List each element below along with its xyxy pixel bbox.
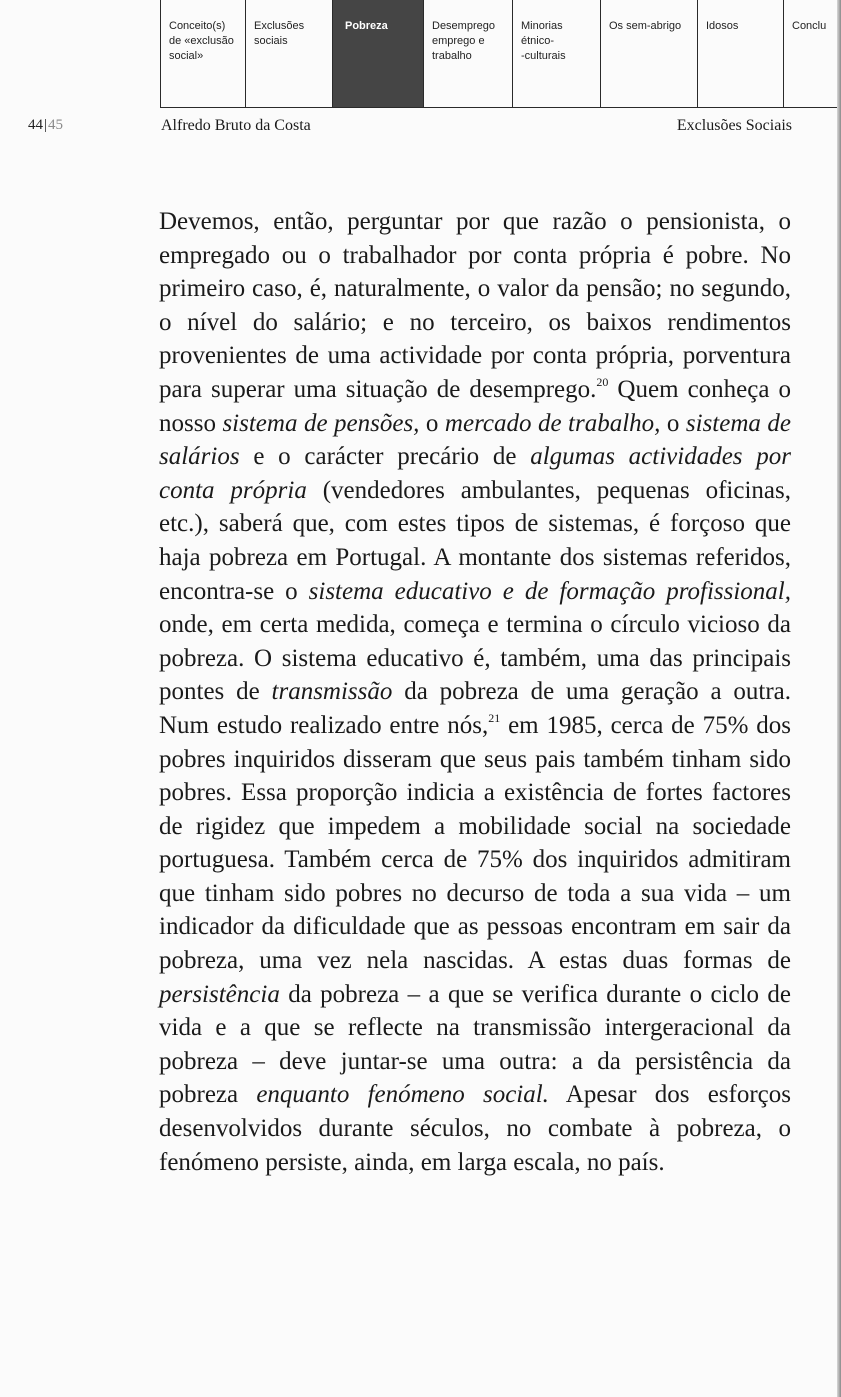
text-run: onde, em certa medida, começa e termina o círculo vicioso da pobreza. O sistema educativo é, também, uma das principais pontes de bbox=[159, 611, 791, 706]
page-number-right: 45 bbox=[48, 117, 64, 133]
tab-desemprego[interactable]: Desemprego emprego e trabalho bbox=[423, 0, 512, 108]
tab-pobreza[interactable]: Pobreza bbox=[332, 0, 423, 108]
footnote-ref: 21 bbox=[488, 710, 501, 725]
text-run: o bbox=[660, 409, 686, 437]
tab-sem-abrigo[interactable]: Os sem-abrigo bbox=[600, 0, 697, 108]
emphasis-term: sistema de salários bbox=[159, 409, 791, 471]
text-run: (vendedores ambulantes, pequenas oficinas, etc.), saberá que, com estes tipos de sistemas, é forçoso que haja pobreza em Portugal. A montante dos sistemas referidos, encontra-se o bbox=[159, 476, 791, 605]
running-header-book-title: Exclusões Sociais bbox=[676, 117, 792, 134]
emphasis-term: persistência bbox=[159, 980, 280, 1008]
tab-conclusao[interactable]: Conclu bbox=[783, 0, 841, 108]
emphasis-term: mercado de trabalho, bbox=[444, 409, 661, 437]
page-edge bbox=[837, 0, 841, 1397]
tab-minorias[interactable]: Minorias étnico- -culturais bbox=[512, 0, 600, 108]
footnote-ref: 20 bbox=[596, 374, 609, 389]
emphasis-term: enquanto fenómeno social. bbox=[256, 1081, 549, 1109]
emphasis-term: sistema de pensões, bbox=[222, 409, 420, 437]
page-number-left: 44 bbox=[28, 117, 43, 133]
page-number-separator: | bbox=[44, 117, 48, 133]
emphasis-term: transmissão bbox=[271, 678, 393, 706]
text-run: Quem conheça o nosso bbox=[159, 375, 791, 437]
running-header-author: Alfredo Bruto da Costa bbox=[161, 117, 311, 134]
body-paragraph bbox=[159, 205, 791, 1179]
tab-idosos[interactable]: Idosos bbox=[697, 0, 783, 108]
emphasis-term: algumas actividades por conta própria bbox=[159, 443, 791, 504]
page-numbers bbox=[28, 117, 63, 134]
text-run: e o carácter precário de bbox=[239, 443, 531, 471]
tab-conceitos[interactable]: Conceito(s) de «exclusão social» bbox=[160, 0, 245, 108]
text-run: da pobreza – a que se verifica durante o ciclo de vida e a que se reflecte na transmissão intergeracional da pobreza – deve juntar-se uma outra: a da persistência da pobreza bbox=[159, 980, 791, 1109]
text-run: o bbox=[419, 409, 445, 437]
tab-exclusoes-sociais[interactable]: Exclusões sociais bbox=[245, 0, 332, 108]
section-tab-bar bbox=[0, 0, 841, 108]
text-run: Apesar dos esforços desenvolvidos durante séculos, no combate à pobreza, o fenómeno persiste, ainda, em larga escala, no país. bbox=[159, 1081, 791, 1176]
body-text bbox=[159, 205, 791, 1179]
emphasis-term: sistema educativo e de formação profissional, bbox=[308, 577, 791, 605]
text-run: Devemos, então, perguntar por que razão o pensionista, o empregado ou o trabalhador por conta própria é pobre. No primeiro caso, é, naturalmente, o valor da pensão; no segundo, o nível do salário; e no terceiro, os baixos rendimentos provenientes de uma actividade por conta própria, porventura para superar uma situação de desemprego. bbox=[159, 208, 791, 403]
text-run: da pobreza de uma geração a outra. Num estudo realizado entre nós, bbox=[159, 678, 791, 739]
tab-bar-rule bbox=[160, 107, 841, 108]
text-run: em 1985, cerca de 75% dos pobres inquiridos disseram que seus pais também tinham sido pobres. Essa proporção indicia a existência de fortes factores de rigidez que impedem a mobilidade social na sociedade portuguesa. Também cerca de 75% dos inquiridos admitiram que tinham sido pobres no decurso de toda a sua vida – um indicador da dificuldade que as pessoas encontram em sair da pobreza, uma vez nela nascidas. A estas duas formas de bbox=[159, 711, 791, 975]
